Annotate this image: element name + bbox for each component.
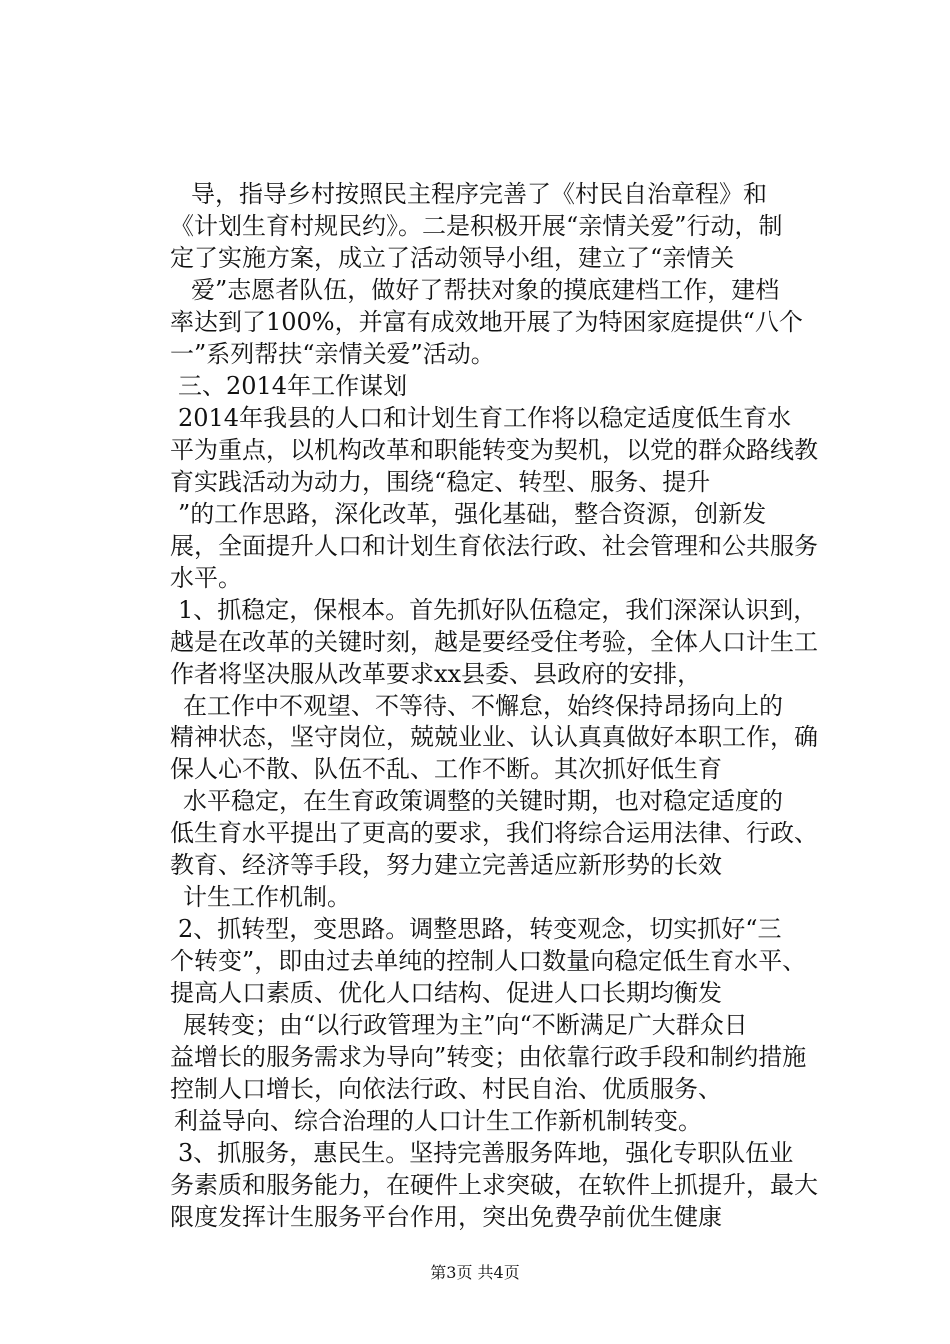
text-line: 越是在改革的关键时刻，越是要经受住考验，全体人口计生工 bbox=[170, 628, 818, 656]
text-line: 2、抓转型，变思路。调整思路，转变观念，切实抓好“三 bbox=[178, 915, 782, 943]
text-line: 平为重点，以机构改革和职能转变为契机，以党的群众路线教 bbox=[170, 436, 818, 464]
text-line: 提高人口素质、优化人口结构、促进人口长期均衡发 bbox=[170, 979, 722, 1007]
text-line: 水平稳定，在生育政策调整的关键时期，也对稳定适度的 bbox=[183, 787, 783, 815]
text-line: 水平。 bbox=[170, 564, 242, 592]
text-line: 作者将坚决服从改革要求xx县委、县政府的安排， bbox=[170, 660, 702, 688]
text-line: 率达到了100%，并富有成效地开展了为特困家庭提供“八个 bbox=[170, 308, 803, 336]
text-line: 精神状态，坚守岗位，兢兢业业、认认真真做好本职工作，确 bbox=[170, 723, 818, 751]
text-line: 一”系列帮扶“亲情关爱”活动。 bbox=[170, 340, 495, 368]
text-line: 控制人口增长，向依法行政、村民自治、优质服务、 bbox=[170, 1075, 722, 1103]
page-footer: 第3页 共4页 bbox=[430, 1263, 520, 1282]
text-line: 3、抓服务，惠民生。坚持完善服务阵地，强化专职队伍业 bbox=[178, 1139, 794, 1167]
text-line: 1、抓稳定，保根本。首先抓好队伍稳定，我们深深认识到， bbox=[178, 596, 818, 624]
text-line: 育实践活动为动力，围绕“稳定、转型、服务、提升 bbox=[170, 468, 711, 496]
text-line: 个转变”，即由过去单纯的控制人口数量向稳定低生育水平、 bbox=[170, 947, 807, 975]
text-line: 低生育水平提出了更高的要求，我们将综合运用法律、行政、 bbox=[170, 819, 818, 847]
text-line: 展转变；由“以行政管理为主”向“不断满足广大群众日 bbox=[183, 1011, 748, 1039]
text-line: 利益导向、综合治理的人口计生工作新机制转变。 bbox=[174, 1107, 702, 1135]
text-line: 导，指导乡村按照民主程序完善了《村民自治章程》和 bbox=[191, 180, 767, 208]
text-line: 保人心不散、队伍不乱、工作不断。其次抓好低生育 bbox=[170, 755, 722, 783]
text-line: 《计划生育村规民约》。二是积极开展“亲情关爱”行动，制 bbox=[170, 212, 783, 240]
section-heading: 三、2014年工作谋划 bbox=[178, 372, 408, 400]
text-line: 定了实施方案，成立了活动领导小组，建立了“亲情关 bbox=[170, 244, 735, 272]
text-line: 爱”志愿者队伍，做好了帮扶对象的摸底建档工作，建档 bbox=[191, 276, 780, 304]
text-line: 2014年我县的人口和计划生育工作将以稳定适度低生育水 bbox=[178, 404, 792, 432]
text-line: 务素质和服务能力，在硬件上求突破，在软件上抓提升，最大 bbox=[170, 1171, 818, 1199]
text-line: 教育、经济等手段，努力建立完善适应新形势的长效 bbox=[170, 851, 722, 879]
text-line: 展，全面提升人口和计划生育依法行政、社会管理和公共服务 bbox=[170, 532, 818, 560]
text-line: 计生工作机制。 bbox=[183, 883, 351, 911]
text-line: 益增长的服务需求为导向”转变；由依靠行政手段和制约措施 bbox=[170, 1043, 807, 1071]
text-line: ”的工作思路，深化改革，强化基础，整合资源，创新发 bbox=[178, 500, 767, 528]
text-line: 限度发挥计生服务平台作用，突出免费孕前优生健康 bbox=[170, 1203, 722, 1231]
text-line: 在工作中不观望、不等待、不懈怠，始终保持昂扬向上的 bbox=[183, 692, 783, 720]
